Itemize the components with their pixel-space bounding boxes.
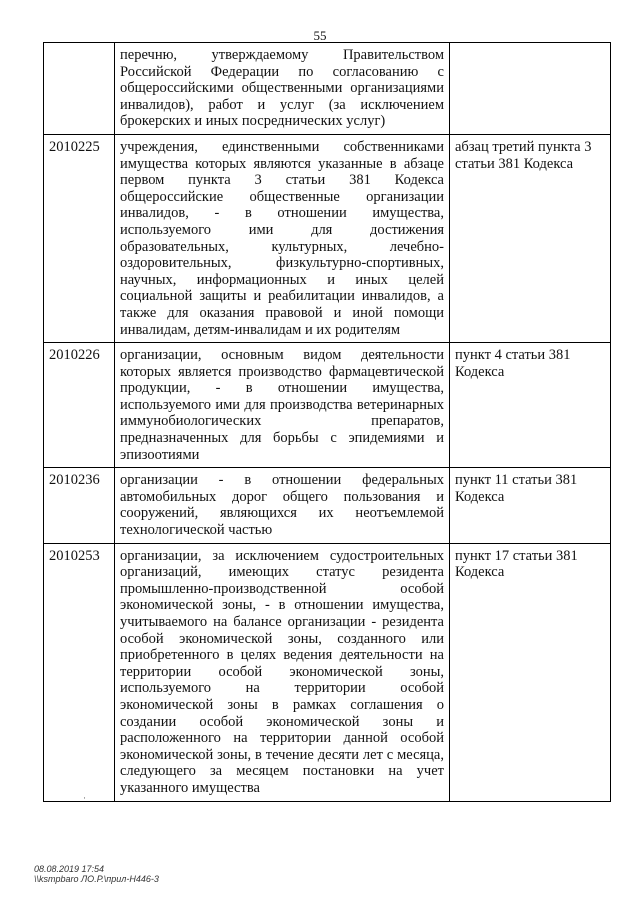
- code-cell: 2010225: [44, 134, 115, 342]
- document-footer: [34, 864, 159, 884]
- description-cell: организации - в отношении федеральных автомобильных дорог общего пользования и сооружений, являющихся их неотъемлемой технологической частью: [115, 468, 450, 543]
- table-row: [44, 134, 611, 342]
- table-row: [44, 43, 611, 135]
- description-cell: организации, за исключением судостроительных организаций, имеющих статус резидента промышленно-производственной особой экономической зоны, - в отношении имущества, учитываемого на балансе организации - резидента особой экономической зоны, созданного или приобретенного в целях ведения деятельности на территории особой экономической зоны, используемого на территории особой экономической зоны в рамках соглашения о создании особой экономической зоны и расположенного на территории данной особой экономической зоны, в течение десяти лет с месяца, следующего за месяцем постановки на учет указанного имущества: [115, 543, 450, 801]
- footer-timestamp: 08.08.2019 17:54: [34, 864, 105, 874]
- reference-cell: пункт 17 статьи 381 Кодекса: [450, 543, 611, 801]
- description-cell: учреждения, единственными собственниками имущества которых являются указанные в абзаце первом пункта 3 статьи 381 Кодекса общероссийские общественные организации инвалидов, - в отношении имущества, используемого ими для достижения образовательных, культурных, лечебно-оздоровительных, физкультурно-спортивных, научных, информационных и иных целей социальной защиты и реабилитации инвалидов, а также для оказания правовой и иной помощи инвалидам, детям-инвалидам и их родителям: [115, 134, 450, 342]
- code-cell: [44, 43, 115, 135]
- code-cell: 2010253: [44, 543, 115, 801]
- code-cell: 2010226: [44, 343, 115, 468]
- footer-path: \\ksmpbaro ЛО.Р.\прил-Н446-3: [34, 874, 159, 884]
- reference-cell: пункт 4 статьи 381 Кодекса: [450, 343, 611, 468]
- description-cell: организации, основным видом деятельности которых является производство фармацевтической продукции, - в отношении имущества, используемого ими для производства ветеринарных иммунобиологических препаратов, предназначенных для борьбы с эпидемиями и эпизоотиями: [115, 343, 450, 468]
- reference-cell: [450, 43, 611, 135]
- reference-cell: пункт 11 статьи 381 Кодекса: [450, 468, 611, 543]
- reference-cell: абзац третий пункта 3 статьи 381 Кодекса: [450, 134, 611, 342]
- page-number: 55: [313, 28, 327, 43]
- code-cell: 2010236: [44, 468, 115, 543]
- description-cell: перечню, утверждаемому Правительством Российской Федерации по согласованию с общероссийскими общественными организациями инвалидов), работ и услуг (за исключением брокерских и иных посреднических услуг): [115, 43, 450, 135]
- table-row: [44, 468, 611, 543]
- table-body: [44, 43, 611, 802]
- table-row: [44, 543, 611, 801]
- margin-mark: ·: [83, 793, 86, 803]
- table-row: [44, 343, 611, 468]
- tax-benefits-table: [43, 42, 611, 802]
